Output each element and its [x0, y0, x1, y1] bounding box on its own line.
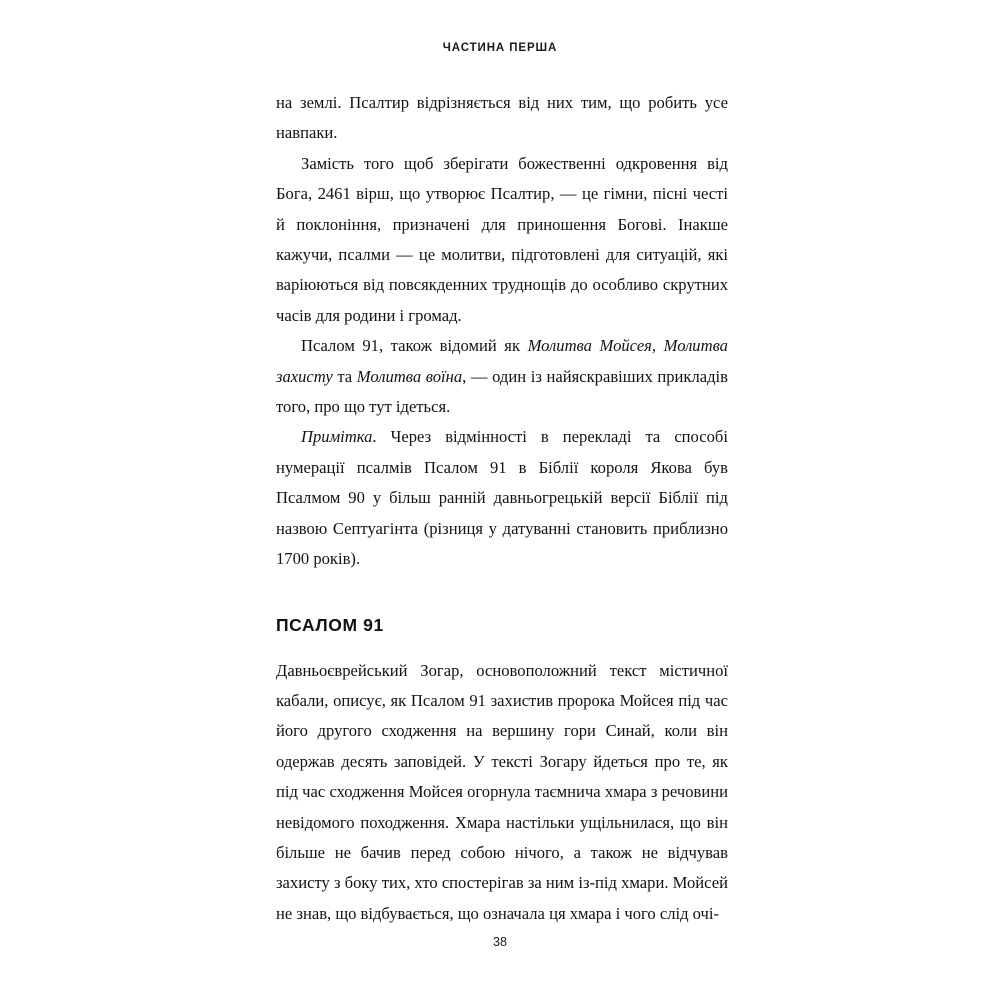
section-title: ПСАЛОМ 91 [276, 614, 384, 635]
paragraph-3-text-c: , — один із найяскравіших прикладів того, про що тут ідеться. [276, 366, 728, 417]
paragraph-3 [276, 331, 728, 422]
paragraph-3-text-b: та [332, 366, 357, 386]
page-number: 38 [493, 935, 507, 949]
paragraph-3-italic-2: Молитва воїна [356, 366, 463, 386]
paragraph-5: Давньоєврейський Зогар, основоположний текст містичної кабали, описує, як Псалом 91 захистив пророка Мойсея під час його другого сходження на вершину гори Синай, коли він одержав десять заповідей. У тексті Зогару йдеться про те, як під час сходження Мойсея огорнула таємнича хмара з речовини невідомого походження. Хмара настільки ущільнилася, що він більше не бачив перед собою нічого, а також не відчував захисту з боку тих, хто спостерігав за ним із-під хмари. Мойсей не знав, що відбувається, що означала ця хмара і чого слід очі- [276, 660, 728, 923]
paragraph-4 [276, 422, 728, 574]
page-content [276, 88, 728, 929]
paragraph-4-text: . Через відмінності в перекладі та способі нумерації псалмів Псалом 91 в Біблії короля Якова був Псалмом 90 у більш ранній давньогрецькій версії Біблії під назвою Септуагінта (різниця у датуванні становить приблизно 1700 років). [276, 427, 728, 569]
running-head: ЧАСТИНА ПЕРША [442, 42, 558, 54]
paragraph-1: на землі. Псалтир відрізняється від них тим, що робить усе навпаки. [276, 93, 728, 143]
paragraph-3-text-a: Псалом 91, також відомий як [301, 336, 528, 356]
paragraph-4-italic-note: Примітка [301, 427, 373, 447]
paragraph-2: Замість того щоб зберігати божественні одкровення від Бога, 2461 вірш, що утворює Псалтир, — це гімни, пісні честі й поклоніння, призначені для приношення Богові. Інакше кажучи, псалми — це молитви, підготовлені для ситуацій, які варіюються від повсякденних труднощів до особливо скрутних часів для родини і громад. [276, 153, 728, 325]
paragraph-3-italic-1: Молитва Мойсея, Молитва захисту [276, 336, 728, 386]
